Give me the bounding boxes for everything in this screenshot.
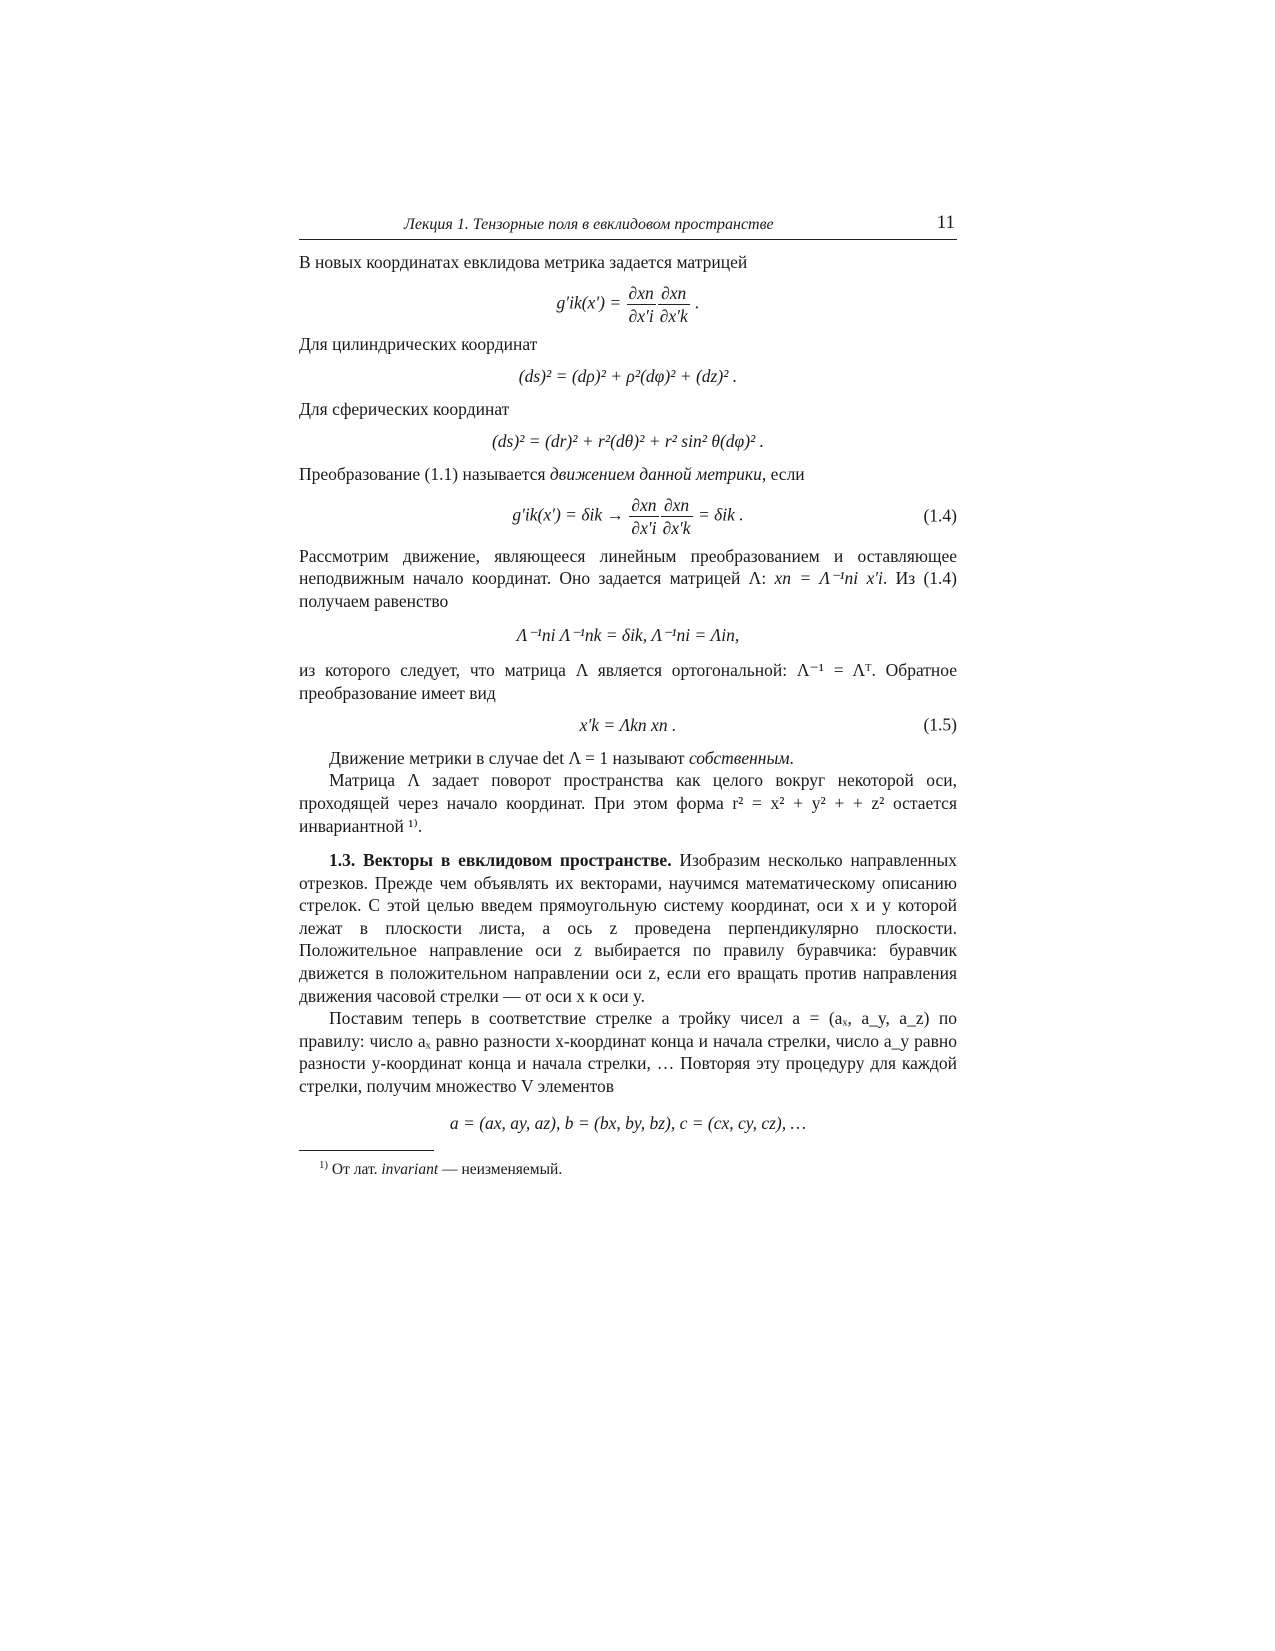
eq4-frac-2 [661, 494, 693, 539]
section-heading-1-3: 1.3. Векторы в евклидовом пространстве. [329, 850, 672, 871]
footnote-text-b: — неизменяемый. [438, 1161, 563, 1179]
page-content [299, 212, 957, 1182]
paragraph-linear-motion [299, 545, 957, 613]
equation-1-4 [299, 494, 957, 539]
eq1-frac-2 [658, 282, 690, 327]
p4-text-a: Преобразование (1.1) называется [299, 463, 550, 484]
eq4-frac-2-num: ∂xn [661, 494, 693, 517]
paragraph-motion-def [299, 463, 957, 486]
equation-number-1-5: (1.5) [923, 715, 957, 736]
footnote-text-a: От лат. [328, 1161, 382, 1179]
eq4-lhs: g′ik(x′) = δik → [512, 504, 625, 525]
p4-text-b: , если [761, 463, 805, 484]
inline-equation-x: xn = Λ⁻¹ni x′i [774, 568, 883, 589]
p7-emphasis: собственным [688, 747, 790, 768]
eq4-frac-1 [629, 494, 658, 539]
p7-text-a: Движение метрики в случае det Λ = 1 называют [329, 747, 689, 768]
equation-spherical: (ds)² = (dr)² + r²(dθ)² + r² sin² θ(dφ)² . [491, 431, 765, 452]
footnote-1 [299, 1159, 957, 1182]
eq1-frac-1-num: ∂xn [628, 282, 654, 303]
paragraph-spherical: Для сферических координат [299, 398, 510, 419]
running-head [299, 212, 957, 240]
footnote-marker: 1) [319, 1159, 329, 1172]
p9-body: Изобразим несколько направленных отрезков. Прежде чем объявлять их векторами, научимся математическому описанию стрелок. С этой целью введем прямоугольную систему координат, оси x и y которой лежат в плоскости листа, а ось z проведена перпендикулярно плоскости. Положительное направление оси z выбирается по правилу буравчика: буравчик движется в положительном направлении оси z, если его вращать против направления движения часовой стрелки — от оси x к оси y. [299, 850, 958, 1006]
running-title: Лекция 1. Тензорные поля в евклидовом пространстве [404, 216, 774, 233]
p7-text-b: . [789, 747, 794, 768]
p4-emphasis: движением данной метрики [549, 463, 762, 484]
eq7-body: x′k = Λkn xn . [579, 715, 677, 736]
eq1-frac-1 [627, 282, 656, 327]
paragraph-cylindrical: Для цилиндрических координат [299, 333, 538, 354]
p5-text-b: . Из (1.4) получаем равенство [299, 568, 957, 611]
page-number: 11 [936, 212, 955, 233]
paragraph-rotation: Матрица Λ задает поворот пространства как целого вокруг некоторой оси, проходящей через начало координат. При этом форма r² = x² + y² + + z² остается инвариантной ¹⁾. [299, 770, 957, 836]
eq4-frac-2-den: ∂x′k [662, 517, 691, 538]
equation-number-1-4: (1.4) [923, 505, 957, 526]
eq1-end: . [695, 292, 700, 313]
paragraph-orthogonal: из которого следует, что матрица Λ является ортогональной: Λ⁻¹ = Λᵀ. Обратное преобразование имеет вид [299, 659, 957, 703]
p5-text-a: Рассмотрим движение, являющееся линейным преобразованием и оставляющее неподвижным начало координат. Оно задается матрицей Λ: [299, 545, 957, 589]
eq4-frac-1-den: ∂x′i [631, 517, 657, 538]
eq1-frac-2-den: ∂x′k [659, 305, 688, 326]
paragraph-triples: Поставим теперь в соответствие стрелке a тройку чисел a = (aₓ, a_y, a_z) по правилу: число aₓ равно разности x-координат конца и начала стрелки, число a_y равно разности y-координат конца и начала стрелки, … Повторяя эту процедуру для каждой стрелки, получим множество V элементов [299, 1008, 957, 1097]
equation-orthogonality: Λ⁻¹ni Λ⁻¹nk = δik, Λ⁻¹ni = Λin, [516, 625, 740, 646]
equation-cylindrical: (ds)² = (dρ)² + ρ²(dφ)² + (dz)² . [518, 366, 738, 387]
paragraph-proper-motion [299, 747, 957, 770]
eq4-frac-1-num: ∂xn [631, 494, 657, 515]
equation-1-5 [299, 714, 957, 737]
eq1-lhs: g′ik(x′) = [556, 292, 622, 313]
eq1-frac-1-den: ∂x′i [628, 305, 654, 326]
footnote-divider [299, 1150, 434, 1151]
equation-vector-set: a = (ax, ay, az), b = (bx, by, bz), c = (cx, cy, cz), … [449, 1112, 807, 1133]
equation-metric-matrix [299, 282, 957, 327]
paragraph-metric-intro: В новых координатах евклидова метрика задается матрицей [299, 252, 748, 272]
footnote-emphasis: invariant [381, 1161, 439, 1179]
eq1-frac-2-num: ∂xn [658, 282, 690, 305]
paragraph-vectors-section [299, 849, 957, 1007]
eq4-rhs: = δik . [697, 504, 744, 525]
